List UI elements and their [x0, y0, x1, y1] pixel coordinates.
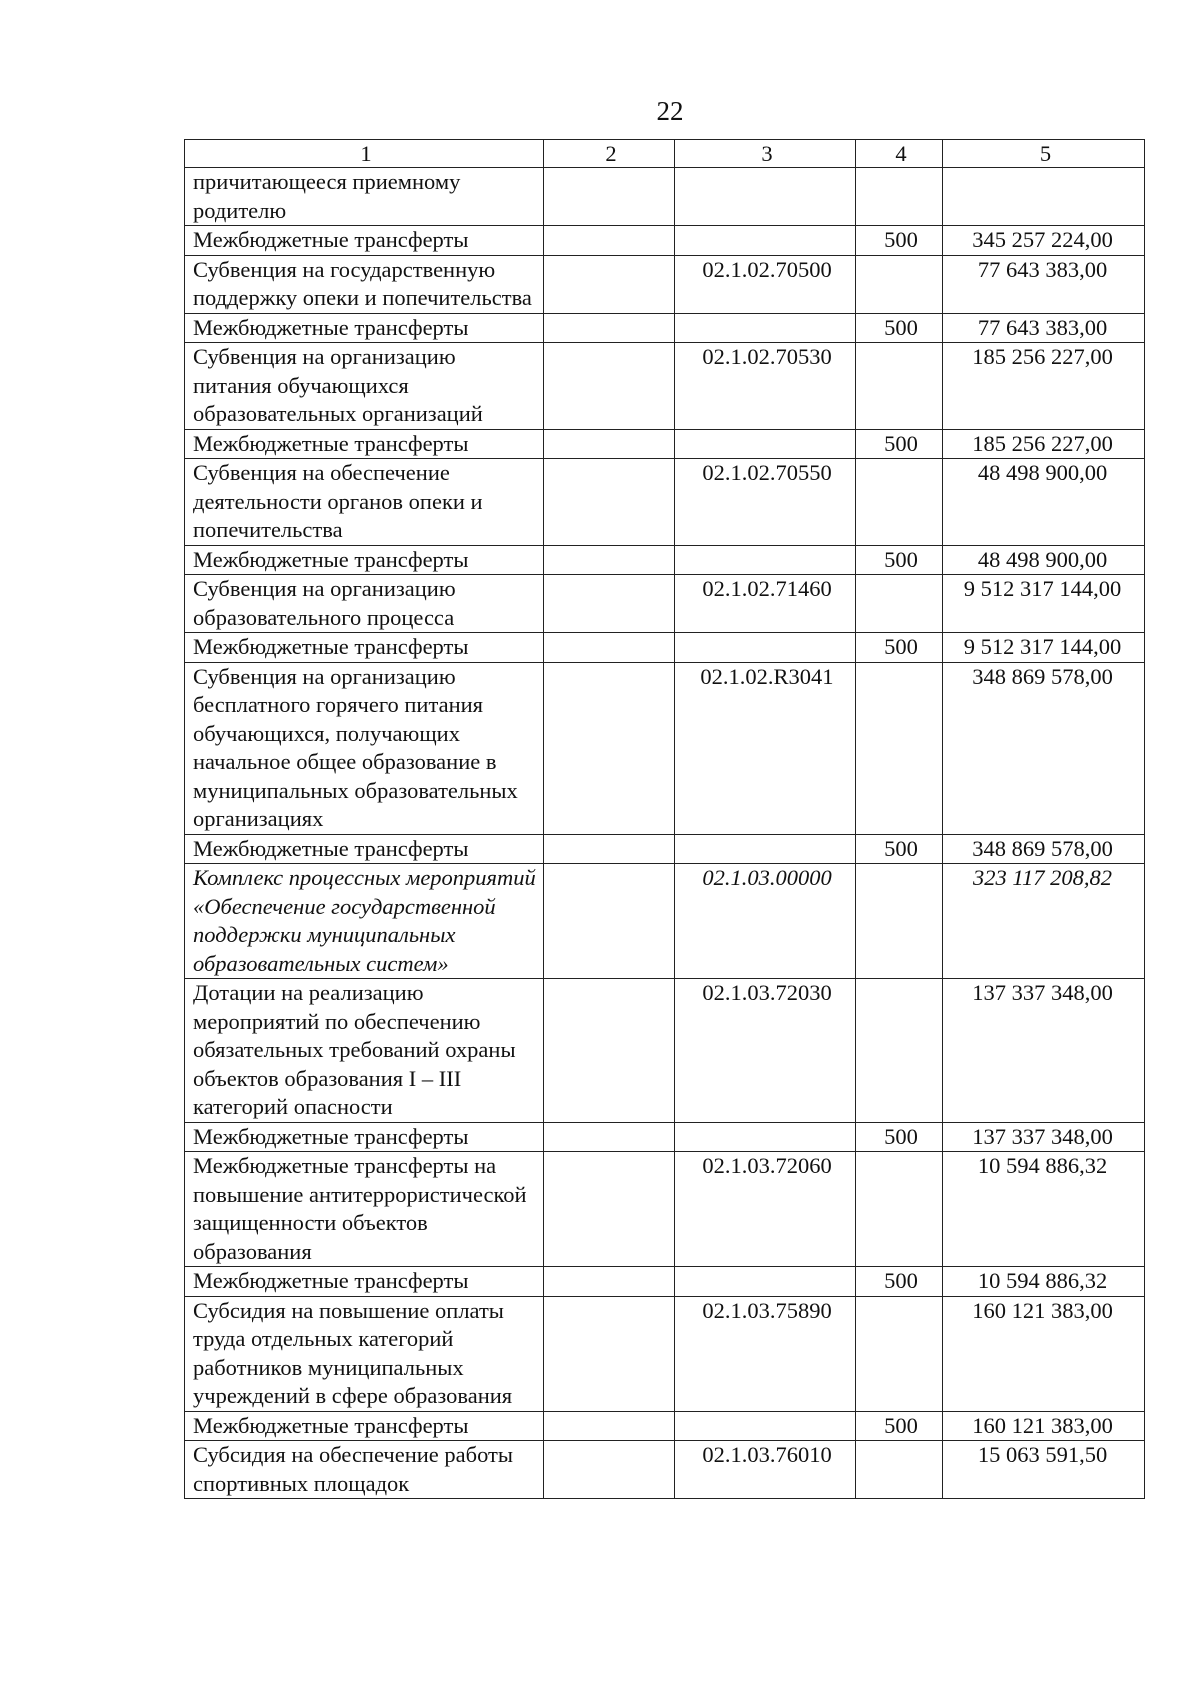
item-name-cell: Субсидия на повышение оплаты труда отдельных категорий работников муниципальных учреждений в сфере образования [185, 1296, 544, 1411]
target-code-cell: 02.1.03.00000 [675, 864, 856, 979]
expense-type-cell: 500 [856, 429, 943, 459]
target-code-cell [675, 168, 856, 226]
target-code-cell: 02.1.03.72030 [675, 979, 856, 1123]
table-row [185, 255, 1145, 313]
expense-type-cell [856, 575, 943, 633]
target-code-cell [675, 834, 856, 864]
item-name-cell: Межбюджетные трансферты [185, 545, 544, 575]
item-name-cell: Межбюджетные трансферты [185, 429, 544, 459]
table-row [185, 1122, 1145, 1152]
item-name-cell: Межбюджетные трансферты [185, 313, 544, 343]
column-2-cell [544, 662, 675, 834]
item-name-cell: Межбюджетные трансферты на повышение антитеррористической защищенности объектов образования [185, 1152, 544, 1267]
amount-cell: 160 121 383,00 [943, 1296, 1145, 1411]
expense-type-cell: 500 [856, 1122, 943, 1152]
item-name-cell: Субвенция на организацию питания обучающихся образовательных организаций [185, 343, 544, 430]
table-row [185, 343, 1145, 430]
expense-type-cell [856, 1152, 943, 1267]
item-name-cell: Межбюджетные трансферты [185, 1411, 544, 1441]
item-name-cell: Дотации на реализацию мероприятий по обеспечению обязательных требований охраны объектов образования I – III категорий опасности [185, 979, 544, 1123]
table-header-row [185, 140, 1145, 168]
column-2-cell [544, 864, 675, 979]
amount-cell: 160 121 383,00 [943, 1411, 1145, 1441]
item-name-cell: Межбюджетные трансферты [185, 1122, 544, 1152]
amount-cell: 15 063 591,50 [943, 1441, 1145, 1499]
column-header: 4 [856, 140, 943, 168]
target-code-cell [675, 1122, 856, 1152]
target-code-cell [675, 313, 856, 343]
column-2-cell [544, 1441, 675, 1499]
item-name-cell: Межбюджетные трансферты [185, 1267, 544, 1297]
column-2-cell [544, 1267, 675, 1297]
column-2-cell [544, 343, 675, 430]
target-code-cell: 02.1.03.72060 [675, 1152, 856, 1267]
expense-type-cell [856, 168, 943, 226]
amount-cell: 348 869 578,00 [943, 834, 1145, 864]
expense-type-cell [856, 979, 943, 1123]
amount-cell: 48 498 900,00 [943, 459, 1145, 546]
item-name-cell: причитающееся приемному родителю [185, 168, 544, 226]
amount-cell: 323 117 208,82 [943, 864, 1145, 979]
expense-type-cell: 500 [856, 1411, 943, 1441]
target-code-cell [675, 226, 856, 256]
page-number: 22 [656, 96, 684, 126]
target-code-cell: 02.1.02.R3041 [675, 662, 856, 834]
table-row [185, 168, 1145, 226]
amount-cell [943, 168, 1145, 226]
column-header: 2 [544, 140, 675, 168]
amount-cell: 9 512 317 144,00 [943, 575, 1145, 633]
target-code-cell: 02.1.02.70530 [675, 343, 856, 430]
amount-cell: 48 498 900,00 [943, 545, 1145, 575]
column-2-cell [544, 168, 675, 226]
target-code-cell: 02.1.02.70500 [675, 255, 856, 313]
expense-type-cell: 500 [856, 834, 943, 864]
table-row [185, 545, 1145, 575]
target-code-cell [675, 1267, 856, 1297]
expense-type-cell: 500 [856, 226, 943, 256]
table-row [185, 575, 1145, 633]
table-row [185, 1441, 1145, 1499]
column-2-cell [544, 1411, 675, 1441]
expense-type-cell: 500 [856, 313, 943, 343]
column-2-cell [544, 313, 675, 343]
amount-cell: 345 257 224,00 [943, 226, 1145, 256]
column-2-cell [544, 1296, 675, 1411]
table-row [185, 979, 1145, 1123]
amount-cell: 10 594 886,32 [943, 1152, 1145, 1267]
amount-cell: 348 869 578,00 [943, 662, 1145, 834]
column-2-cell [544, 1152, 675, 1267]
table-row [185, 429, 1145, 459]
column-2-cell [544, 226, 675, 256]
expense-type-cell [856, 864, 943, 979]
table-row [185, 662, 1145, 834]
amount-cell: 185 256 227,00 [943, 429, 1145, 459]
item-name-cell: Субсидия на обеспечение работы спортивных площадок [185, 1441, 544, 1499]
amount-cell: 137 337 348,00 [943, 1122, 1145, 1152]
table-row [185, 1296, 1145, 1411]
amount-cell: 10 594 886,32 [943, 1267, 1145, 1297]
table-body [185, 168, 1145, 1499]
table-row [185, 459, 1145, 546]
amount-cell: 77 643 383,00 [943, 255, 1145, 313]
table-row [185, 226, 1145, 256]
column-2-cell [544, 255, 675, 313]
item-name-cell: Субвенция на организацию образовательного процесса [185, 575, 544, 633]
target-code-cell [675, 1411, 856, 1441]
amount-cell: 185 256 227,00 [943, 343, 1145, 430]
amount-cell: 9 512 317 144,00 [943, 633, 1145, 663]
expense-type-cell [856, 1296, 943, 1411]
target-code-cell [675, 429, 856, 459]
column-2-cell [544, 979, 675, 1123]
column-header: 1 [185, 140, 544, 168]
item-name-cell: Субвенция на обеспечение деятельности органов опеки и попечительства [185, 459, 544, 546]
column-2-cell [544, 575, 675, 633]
column-2-cell [544, 1122, 675, 1152]
expense-type-cell [856, 255, 943, 313]
item-name-cell: Межбюджетные трансферты [185, 834, 544, 864]
expense-type-cell [856, 343, 943, 430]
target-code-cell: 02.1.02.70550 [675, 459, 856, 546]
table-row [185, 1411, 1145, 1441]
expense-type-cell [856, 459, 943, 546]
target-code-cell [675, 545, 856, 575]
table-row [185, 864, 1145, 979]
table-row [185, 633, 1145, 663]
column-header: 3 [675, 140, 856, 168]
column-2-cell [544, 633, 675, 663]
item-name-cell: Субвенция на организацию бесплатного горячего питания обучающихся, получающих начальное общее образование в муниципальных образовательных организациях [185, 662, 544, 834]
target-code-cell [675, 633, 856, 663]
expense-type-cell: 500 [856, 1267, 943, 1297]
column-2-cell [544, 545, 675, 575]
target-code-cell: 02.1.03.76010 [675, 1441, 856, 1499]
table-row [185, 834, 1145, 864]
target-code-cell: 02.1.02.71460 [675, 575, 856, 633]
item-name-cell: Комплекс процессных мероприятий «Обеспечение государственной поддержки муниципальных образовательных систем» [185, 864, 544, 979]
column-2-cell [544, 429, 675, 459]
table-row [185, 1267, 1145, 1297]
item-name-cell: Субвенция на государственную поддержку опеки и попечительства [185, 255, 544, 313]
table-row [185, 1152, 1145, 1267]
target-code-cell: 02.1.03.75890 [675, 1296, 856, 1411]
expense-type-cell: 500 [856, 545, 943, 575]
item-name-cell: Межбюджетные трансферты [185, 633, 544, 663]
budget-table [184, 139, 1145, 1499]
expense-type-cell [856, 1441, 943, 1499]
column-2-cell [544, 834, 675, 864]
column-2-cell [544, 459, 675, 546]
column-header: 5 [943, 140, 1145, 168]
item-name-cell: Межбюджетные трансферты [185, 226, 544, 256]
amount-cell: 137 337 348,00 [943, 979, 1145, 1123]
table-row [185, 313, 1145, 343]
expense-type-cell: 500 [856, 633, 943, 663]
expense-type-cell [856, 662, 943, 834]
amount-cell: 77 643 383,00 [943, 313, 1145, 343]
